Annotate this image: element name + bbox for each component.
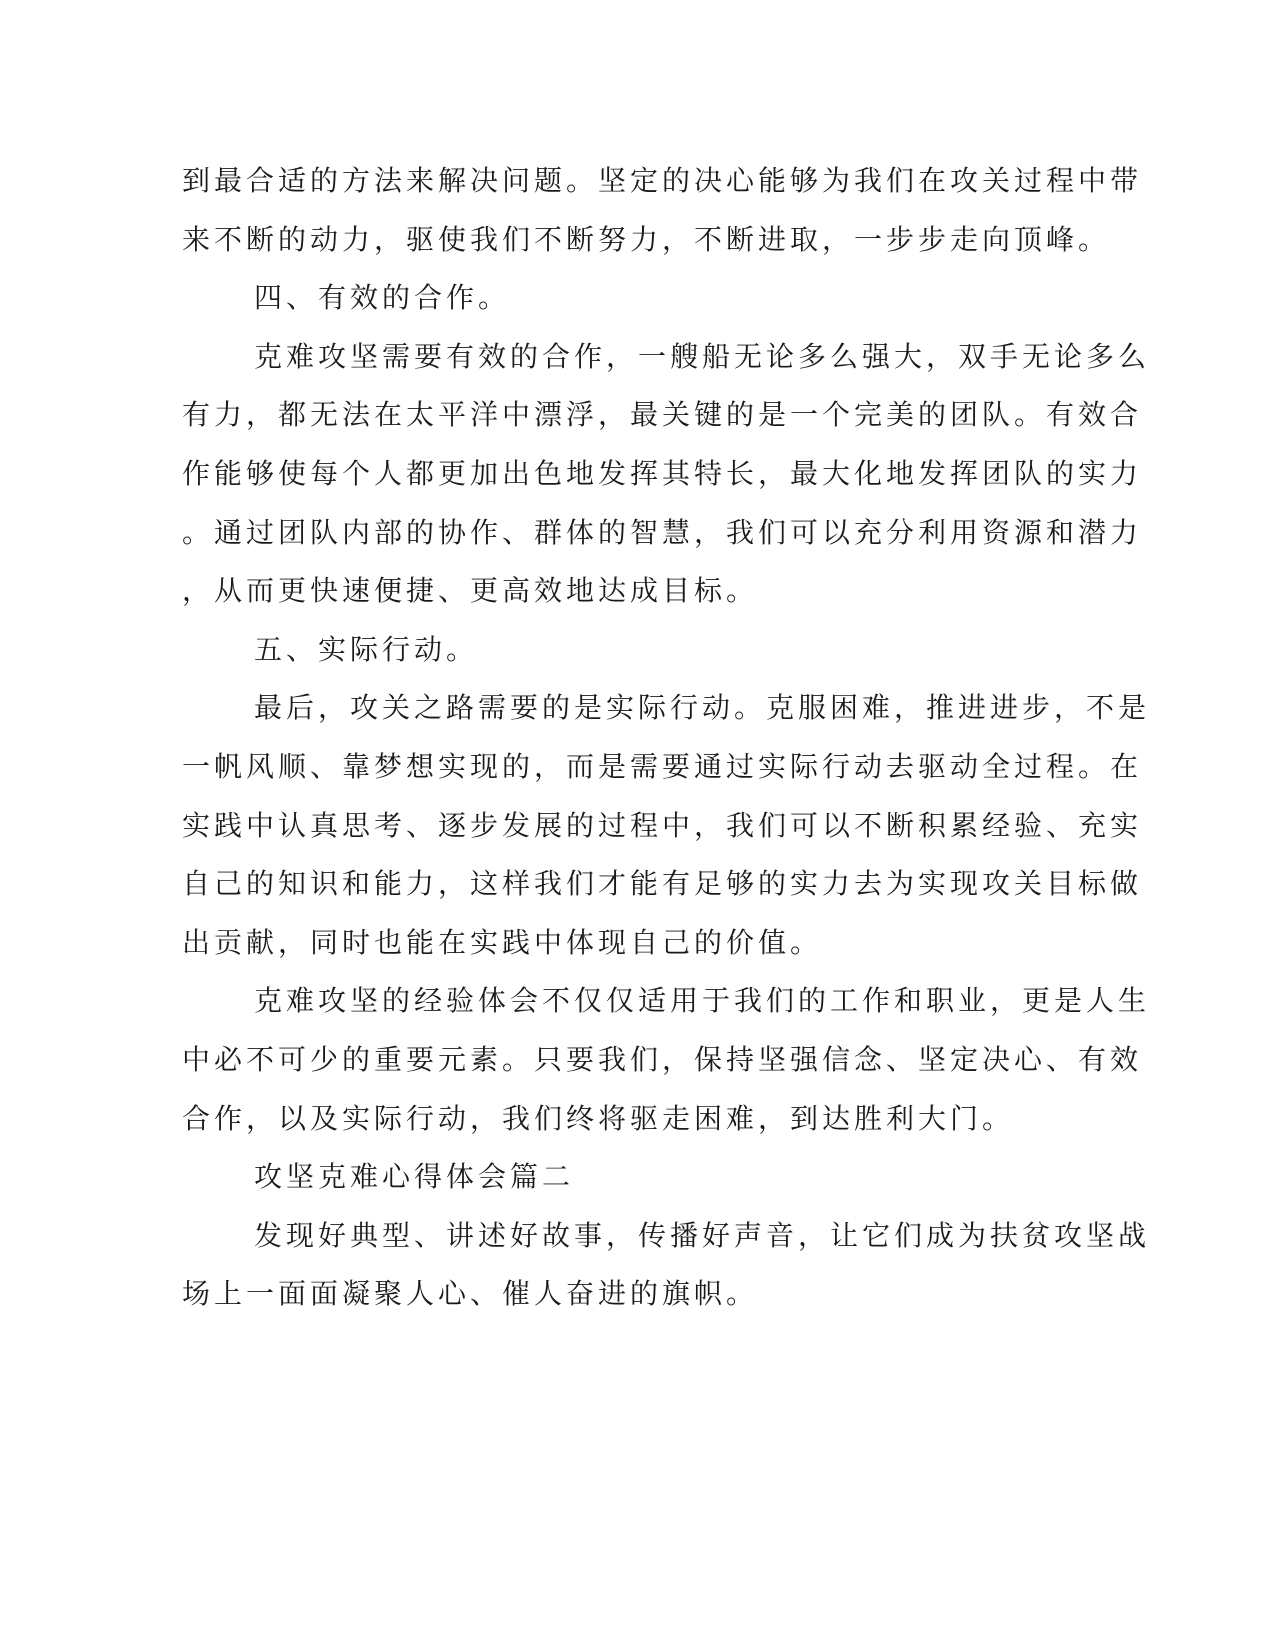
text-line: 合作，以及实际行动，我们终将驱走困难，到达胜利大门。 bbox=[182, 1101, 1015, 1135]
text-line: 克难攻坚需要有效的合作，一艘船无论多么强大，双手无论多么 bbox=[254, 339, 1151, 373]
text-line: 。通过团队内部的协作、群体的智慧，我们可以充分利用资源和潜力 bbox=[182, 515, 1143, 549]
section-heading: 五、实际行动。 bbox=[254, 632, 479, 666]
article-subtitle: 攻坚克难心得体会篇二 bbox=[254, 1160, 575, 1194]
text-line: 克难攻坚的经验体会不仅仅适用于我们的工作和职业，更是人生 bbox=[254, 984, 1151, 1018]
text-line: 场上一面面凝聚人心、催人奋进的旗帜。 bbox=[182, 1277, 759, 1311]
text-line: 自己的知识和能力，这样我们才能有足够的实力去为实现攻关目标做 bbox=[182, 867, 1143, 901]
section-heading: 四、有效的合作。 bbox=[254, 281, 511, 315]
text-line: 实践中认真思考、逐步发展的过程中，我们可以不断积累经验、充实 bbox=[182, 808, 1143, 842]
text-line: 到最合适的方法来解决问题。坚定的决心能够为我们在攻关过程中带 bbox=[182, 164, 1143, 197]
text-line: 最后，攻关之路需要的是实际行动。克服困难，推进进步，不是 bbox=[254, 691, 1151, 725]
text-line: 出贡献，同时也能在实践中体现自己的价值。 bbox=[182, 925, 823, 959]
text-line: 发现好典型、讲述好故事，传播好声音，让它们成为扶贫攻坚战 bbox=[254, 1218, 1151, 1252]
text-line: 作能够使每个人都更加出色地发挥其特长，最大化地发挥团队的实力 bbox=[182, 456, 1143, 490]
text-line: 中必不可少的重要元素。只要我们，保持坚强信念、坚定决心、有效 bbox=[182, 1042, 1143, 1076]
body-text bbox=[182, 152, 1151, 1324]
text-line: 来不断的动力，驱使我们不断努力，不断进取，一步步走向顶峰。 bbox=[182, 222, 1111, 256]
text-line: ，从而更快速便捷、更高效地达成目标。 bbox=[182, 574, 759, 608]
text-line: 一帆风顺、靠梦想实现的，而是需要通过实际行动去驱动全过程。在 bbox=[182, 749, 1143, 783]
text-line: 有力，都无法在太平洋中漂浮，最关键的是一个完美的团队。有效合 bbox=[182, 398, 1143, 432]
